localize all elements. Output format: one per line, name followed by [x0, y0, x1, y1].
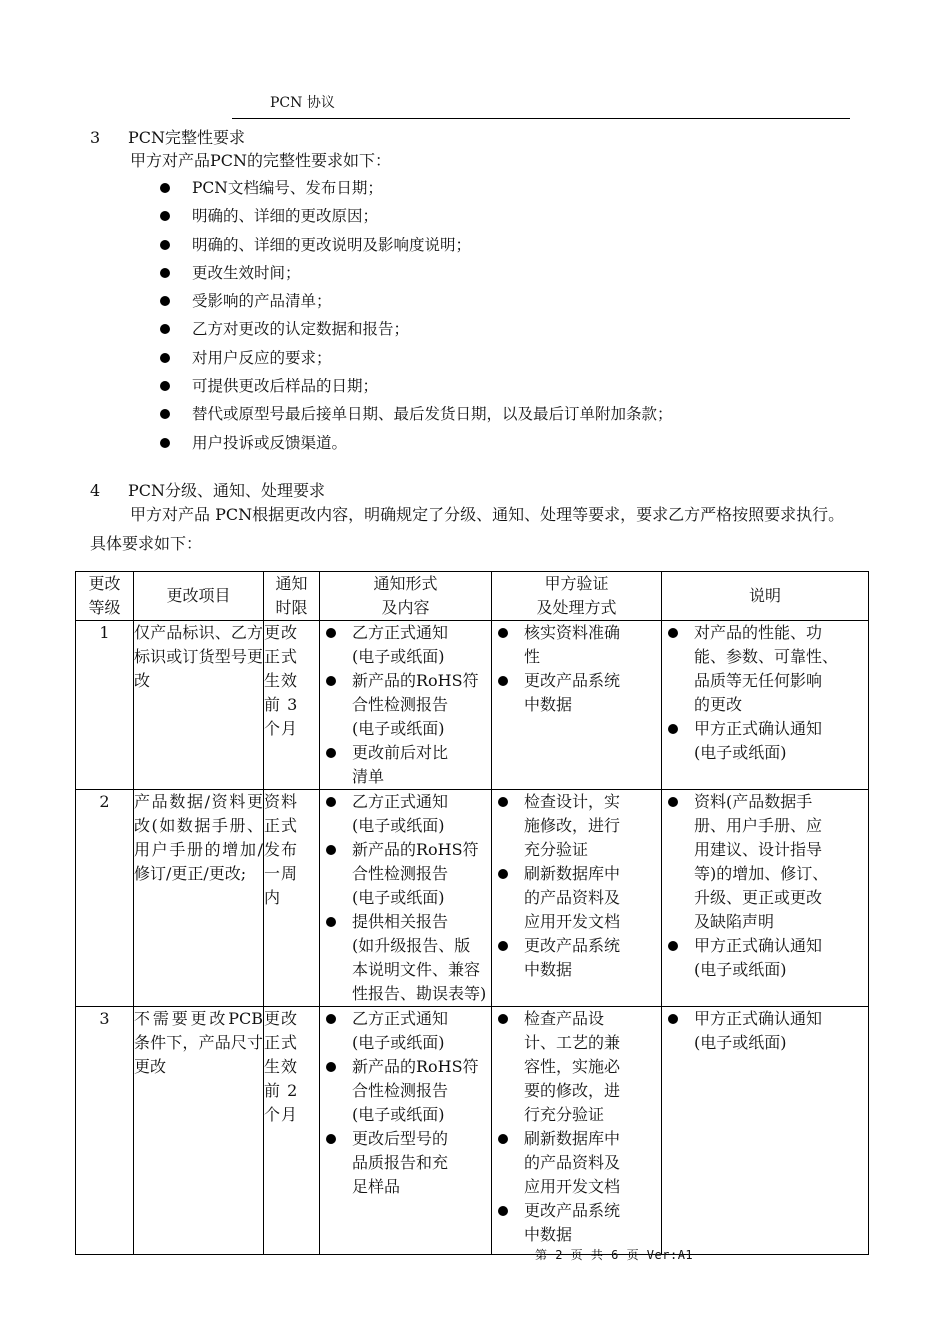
list-item: 更改产品系统 中数据	[492, 669, 661, 717]
header-note: 说明	[662, 572, 869, 621]
bullet-icon	[160, 183, 170, 193]
list-item: 甲方正式确认通知 (电子或纸面)	[662, 717, 868, 765]
section-3-number: 3	[90, 128, 101, 147]
bullet-icon	[326, 748, 336, 758]
list-item: 乙方正式通知 (电子或纸面)	[320, 790, 491, 838]
list-item: 刷新数据库中 的产品资料及 应用开发文档	[492, 1127, 661, 1199]
bullet-icon	[498, 628, 508, 638]
bullet-icon	[668, 628, 678, 638]
list-item: 受影响的产品清单；	[160, 287, 673, 315]
bullet-icon	[498, 869, 508, 879]
list-item: 替代或原型号最后接单日期、最后发货日期，以及最后订单附加条款；	[160, 400, 673, 428]
bullet-icon	[498, 941, 508, 951]
section-3-intro: 甲方对产品PCN的完整性要求如下：	[130, 151, 392, 170]
section-4-intro: 甲方对产品 PCN根据更改内容，明确规定了分级、通知、处理等要求，要求乙方严格按照要求执行。具体要求如下：	[90, 505, 845, 553]
pcn-requirements-table	[75, 571, 869, 1255]
cell-verify	[492, 621, 662, 790]
section-4-heading	[90, 478, 325, 501]
bullet-icon	[498, 1206, 508, 1216]
bullet-icon	[326, 797, 336, 807]
bullet-icon	[498, 1014, 508, 1024]
cell-item: 产品数据/资料更改(如数据手册、用户手册的增加/修订/更正/更改;	[134, 790, 264, 1007]
section-4-title: PCN分级、通知、处理要求	[128, 481, 326, 500]
cell-note	[662, 621, 869, 790]
list-item: 资料(产品数据手 册、用户手册、应 用建议、设计指导 等)的增加、修订、 升级、更正或更改 及缺陷声明	[662, 790, 868, 934]
bullet-icon	[668, 941, 678, 951]
cell-level: 2	[76, 790, 134, 1007]
bullet-icon	[160, 324, 170, 334]
completeness-list	[160, 174, 673, 457]
bullet-icon	[160, 240, 170, 250]
list-item: 更改产品系统 中数据	[492, 1199, 661, 1247]
cell-time: 更改 正式 生效 前 2 个月	[264, 1007, 320, 1255]
bullet-icon	[326, 1134, 336, 1144]
list-item: 明确的、详细的更改原因；	[160, 202, 673, 230]
bullet-icon	[326, 845, 336, 855]
cell-note	[662, 790, 869, 1007]
cell-note	[662, 1007, 869, 1255]
bullet-icon	[326, 628, 336, 638]
cell-item: 仅产品标识、乙方标识或订货型号更改	[134, 621, 264, 790]
bullet-icon	[326, 917, 336, 927]
section-3-title: PCN完整性要求	[128, 128, 246, 147]
list-item: 甲方正式确认通知 (电子或纸面)	[662, 1007, 868, 1055]
list-item: 用户投诉或反馈渠道。	[160, 429, 673, 457]
table-row	[76, 790, 869, 1007]
page-footer: 第 2 页 共 6 页 Ver:A1	[535, 1248, 694, 1262]
bullet-icon	[326, 676, 336, 686]
bullet-icon	[160, 296, 170, 306]
list-item: 更改生效时间；	[160, 259, 673, 287]
bullet-icon	[160, 438, 170, 448]
list-item: 新产品的RoHS符 合性检测报告 (电子或纸面)	[320, 669, 491, 741]
list-item: 更改前后对比 清单	[320, 741, 491, 789]
bullet-icon	[160, 409, 170, 419]
cell-item: 不需要更改PCB条件下，产品尺寸更改	[134, 1007, 264, 1255]
header-item: 更改项目	[134, 572, 264, 621]
list-item: 新产品的RoHS符 合性检测报告 (电子或纸面)	[320, 838, 491, 910]
header-verify: 甲方验证 及处理方式	[492, 572, 662, 621]
list-item: 乙方正式通知 (电子或纸面)	[320, 1007, 491, 1055]
document-header-title: PCN 协议	[270, 95, 335, 111]
bullet-icon	[160, 268, 170, 278]
cell-form	[320, 790, 492, 1007]
cell-verify	[492, 790, 662, 1007]
header-rule	[232, 118, 850, 119]
cell-time: 资料 正式 发布 一周 内	[264, 790, 320, 1007]
list-item: PCN文档编号、发布日期；	[160, 174, 673, 202]
table-row	[76, 1007, 869, 1255]
list-item: 提供相关报告 (如升级报告、版 本说明文件、兼容 性报告、勘误表等)	[320, 910, 491, 1006]
list-item: 乙方对更改的认定数据和报告；	[160, 315, 673, 343]
list-item: 可提供更改后样品的日期；	[160, 372, 673, 400]
list-item: 检查产品设 计、工艺的兼 容性，实施必 要的修改，进 行充分验证	[492, 1007, 661, 1127]
header-time: 通知 时限	[264, 572, 320, 621]
bullet-icon	[498, 797, 508, 807]
list-item: 更改后型号的 品质报告和充 足样品	[320, 1127, 491, 1199]
list-item: 检查设计，实 施修改，进行 充分验证	[492, 790, 661, 862]
list-item: 刷新数据库中 的产品资料及 应用开发文档	[492, 862, 661, 934]
cell-verify	[492, 1007, 662, 1255]
cell-form	[320, 621, 492, 790]
list-item: 新产品的RoHS符 合性检测报告 (电子或纸面)	[320, 1055, 491, 1127]
list-item: 对产品的性能、功 能、参数、可靠性、 品质等无任何影响 的更改	[662, 621, 868, 717]
bullet-icon	[326, 1014, 336, 1024]
bullet-icon	[160, 211, 170, 221]
table-header-row	[76, 572, 869, 621]
bullet-icon	[668, 724, 678, 734]
table-row	[76, 621, 869, 790]
bullet-icon	[160, 381, 170, 391]
bullet-icon	[498, 1134, 508, 1144]
bullet-icon	[498, 676, 508, 686]
bullet-icon	[160, 353, 170, 363]
list-item: 对用户反应的要求；	[160, 344, 673, 372]
cell-level: 1	[76, 621, 134, 790]
header-form: 通知形式 及内容	[320, 572, 492, 621]
list-item: 明确的、详细的更改说明及影响度说明；	[160, 231, 673, 259]
section-3-heading	[90, 125, 245, 148]
header-level: 更改 等级	[76, 572, 134, 621]
list-item: 乙方正式通知 (电子或纸面)	[320, 621, 491, 669]
bullet-icon	[668, 1014, 678, 1024]
list-item: 甲方正式确认通知 (电子或纸面)	[662, 934, 868, 982]
bullet-icon	[668, 797, 678, 807]
list-item: 核实资料准确 性	[492, 621, 661, 669]
cell-form	[320, 1007, 492, 1255]
cell-level: 3	[76, 1007, 134, 1255]
bullet-icon	[326, 1062, 336, 1072]
list-item: 更改产品系统 中数据	[492, 934, 661, 982]
cell-time: 更改 正式 生效 前 3 个月	[264, 621, 320, 790]
section-4-number: 4	[90, 481, 101, 500]
